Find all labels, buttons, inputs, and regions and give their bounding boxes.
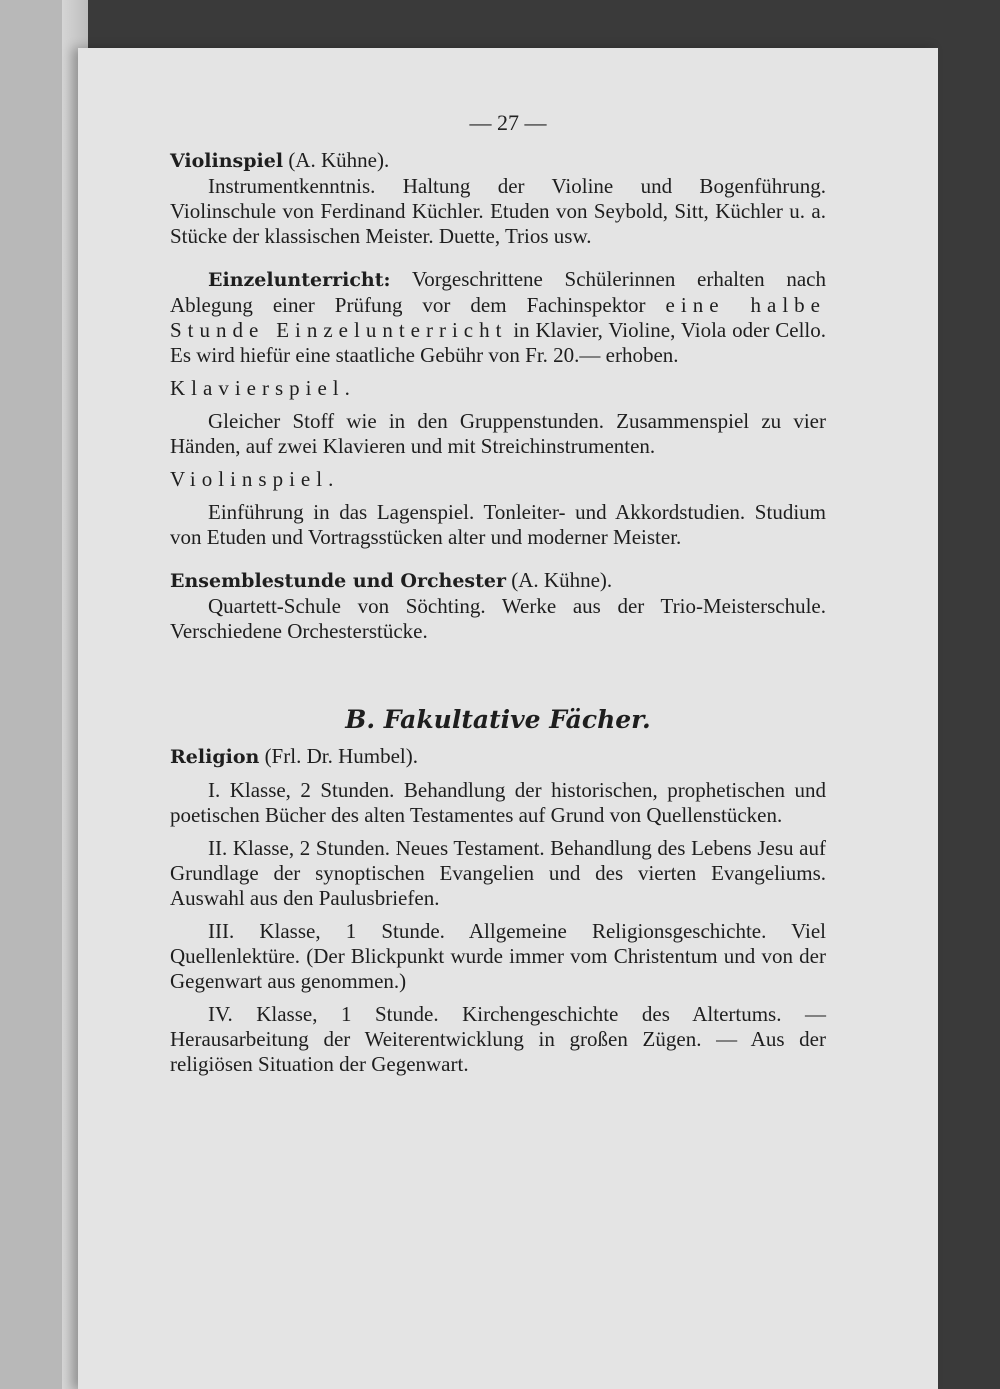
religion-class-2: II. Klasse, 2 Stunden. Neues Testament. Behandlung des Lebens Jesu auf Grundlage der synoptischen Evangelien und des vierten Evangeliums. Auswahl aus den Paulusbriefen. bbox=[170, 836, 826, 910]
klavierspiel-text: Gleicher Stoff wie in den Gruppenstunden. Zusammenspiel zu vier Händen, auf zwei Klavieren und mit Streichinstrumenten. bbox=[170, 409, 826, 458]
ensemble-heading-line bbox=[170, 568, 826, 594]
religion-heading-line bbox=[170, 744, 826, 770]
violinspiel-heading-line bbox=[170, 148, 826, 174]
ensemble-heading: Ensemblestunde und Orchester bbox=[170, 570, 506, 592]
ensemble-teacher: (A. Kühne). bbox=[511, 568, 613, 592]
einzelunterricht-heading: Einzelunterricht: bbox=[208, 269, 391, 291]
section-b-title: B. Fakultative Fächer. bbox=[345, 705, 651, 734]
einzelunterricht-text-b: in Klavier, Violine, Viola oder Cello. Es wird hiefür eine staatliche Gebühr von Fr. 20.— erhoben. bbox=[170, 318, 827, 367]
klavierspiel-heading: Klavierspiel. bbox=[170, 376, 356, 400]
violinspiel-text: Instrumentkenntnis. Haltung der Violine und Bogenführung. Violinschule von Ferdinand Küchler. Etuden von Seybold, Sitt, Küchler u. a. Stücke der klassischen Meister. Duette, Trios usw. bbox=[170, 174, 826, 248]
violinspiel-einzel-heading: Violinspiel. bbox=[170, 467, 340, 491]
einzelunterricht-text-a: Vorgeschrittene Schülerinnen erhalten nach Ablegung einer Prüfung vor dem Fachinspektor bbox=[170, 267, 826, 317]
einzelunterricht-paragraph bbox=[170, 267, 826, 368]
religion-teacher: (Frl. Dr. Humbel). bbox=[264, 744, 418, 768]
religion-heading: Religion bbox=[170, 746, 260, 768]
violinspiel-teacher: (A. Kühne). bbox=[288, 148, 390, 172]
religion-class-4: IV. Klasse, 1 Stunde. Kirchengeschichte des Altertums. — Herausarbeitung der Weiterentwicklung in großen Zügen. — Aus der religiösen Situation der Gegenwart. bbox=[170, 1002, 826, 1076]
page-number: — 27 — bbox=[469, 110, 547, 135]
page-content bbox=[170, 148, 826, 1077]
ensemble-text: Quartett-Schule von Söchting. Werke aus der Trio-Meisterschule. Verschiedene Orchesterstücke. bbox=[170, 594, 826, 643]
religion-class-3: III. Klasse, 1 Stunde. Allgemeine Religionsgeschichte. Viel Quellenlektüre. (Der Blickpunkt wurde immer vom Christentum und von der Gegenwart aus genommen.) bbox=[170, 919, 826, 993]
religion-class-1: I. Klasse, 2 Stunden. Behandlung der historischen, prophetischen und poetischen Bücher des alten Testamentes auf Grund von Quellenstücken. bbox=[170, 778, 826, 827]
scan-left-edge bbox=[0, 0, 62, 1389]
violinspiel-einzel-text: Einführung in das Lagenspiel. Tonleiter- und Akkordstudien. Studium von Etuden und Vortragsstücken alter und moderner Meister. bbox=[170, 500, 826, 549]
violinspiel-heading: Violinspiel bbox=[170, 150, 284, 172]
einzelunterricht-spaced: eine halbe Stunde Einzelunterricht bbox=[170, 293, 826, 342]
document-page bbox=[78, 48, 938, 1389]
